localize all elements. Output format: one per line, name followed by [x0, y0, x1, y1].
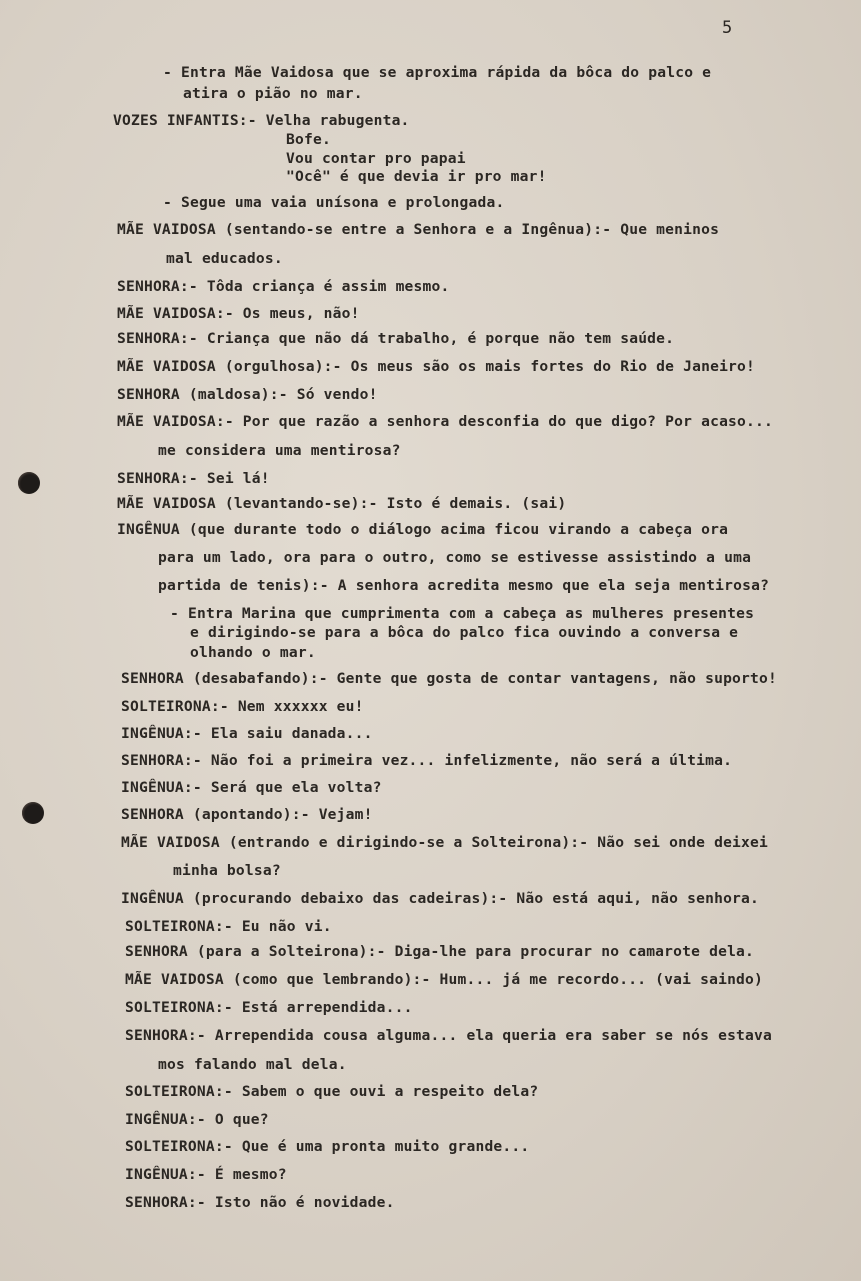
script-line: SENHORA (para a Solteirona):- Diga-lhe para procurar no camarote dela.	[125, 943, 755, 960]
script-line: INGÊNUA (procurando debaixo das cadeiras):- Não está aqui, não senhora.	[121, 890, 760, 907]
script-line: partida de tenis):- A senhora acredita mesmo que ela seja mentirosa?	[158, 577, 770, 594]
script-line: MÃE VAIDOSA (entrando e dirigindo-se a Solteirona):- Não sei onde deixei	[121, 834, 769, 851]
script-line: "Ocê" é que devia ir pro mar!	[286, 168, 547, 185]
script-line: Bofe.	[286, 131, 331, 148]
script-line: SOLTEIRONA:- Eu não vi.	[125, 918, 332, 935]
script-line: mos falando mal dela.	[158, 1056, 347, 1073]
page-number: 5	[722, 18, 733, 38]
script-line: atira o pião no mar.	[183, 85, 363, 102]
script-line: para um lado, ora para o outro, como se estivesse assistindo a uma	[158, 549, 752, 566]
script-line: SENHORA (desabafando):- Gente que gosta de contar vantagens, não suporto!	[121, 670, 777, 687]
script-line: VOZES INFANTIS:- Velha rabugenta.	[113, 112, 410, 129]
script-line: me considera uma mentirosa?	[158, 442, 401, 459]
script-line: INGÊNUA:- Será que ela volta?	[121, 779, 382, 796]
script-line: minha bolsa?	[173, 862, 281, 879]
script-line: Vou contar pro papai	[286, 150, 466, 167]
script-line: SENHORA:- Não foi a primeira vez... infelizmente, não será a última.	[121, 752, 733, 769]
script-line: MÃE VAIDOSA:- Os meus, não!	[117, 305, 360, 322]
script-line: SENHORA:- Isto não é novidade.	[125, 1194, 395, 1211]
script-line: SENHORA (maldosa):- Só vendo!	[117, 386, 378, 403]
script-line: INGÊNUA (que durante todo o diálogo acima ficou virando a cabeça ora	[117, 521, 729, 538]
script-line: olhando o mar.	[190, 644, 316, 661]
script-line: - Entra Mãe Vaidosa que se aproxima rápida da bôca do palco e	[163, 64, 712, 81]
script-line: MÃE VAIDOSA:- Por que razão a senhora desconfia do que digo? Por acaso...	[117, 413, 773, 430]
script-line: INGÊNUA:- É mesmo?	[125, 1166, 287, 1183]
script-line: SOLTEIRONA:- Que é uma pronta muito grande...	[125, 1138, 530, 1155]
script-line: - Entra Marina que cumprimenta com a cabeça as mulheres presentes	[170, 605, 755, 622]
script-line: INGÊNUA:- Ela saiu danada...	[121, 725, 373, 742]
script-line: SENHORA (apontando):- Vejam!	[121, 806, 373, 823]
punch-hole-top	[18, 472, 40, 494]
script-line: MÃE VAIDOSA (levantando-se):- Isto é demais. (sai)	[117, 495, 567, 512]
script-line: SOLTEIRONA:- Está arrependida...	[125, 999, 413, 1016]
script-line: SENHORA:- Sei lá!	[117, 470, 270, 487]
script-line: e dirigindo-se para a bôca do palco fica ouvindo a conversa e	[190, 624, 739, 641]
script-line: MÃE VAIDOSA (sentando-se entre a Senhora e a Ingênua):- Que meninos	[117, 221, 720, 238]
punch-hole-bottom	[22, 802, 44, 824]
script-line: SOLTEIRONA:- Sabem o que ouvi a respeito dela?	[125, 1083, 539, 1100]
script-line: INGÊNUA:- O que?	[125, 1111, 269, 1128]
script-line: mal educados.	[166, 250, 283, 267]
script-line: - Segue uma vaia unísona e prolongada.	[163, 194, 505, 211]
script-line: SENHORA:- Criança que não dá trabalho, é porque não tem saúde.	[117, 330, 675, 347]
script-line: MÃE VAIDOSA (orgulhosa):- Os meus são os mais fortes do Rio de Janeiro!	[117, 358, 756, 375]
script-line: SENHORA:- Tôda criança é assim mesmo.	[117, 278, 450, 295]
script-line: MÃE VAIDOSA (como que lembrando):- Hum... já me recordo... (vai saindo)	[125, 971, 764, 988]
script-line: SENHORA:- Arrependida cousa alguma... ela queria era saber se nós estava	[125, 1027, 773, 1044]
script-line: SOLTEIRONA:- Nem xxxxxx eu!	[121, 698, 364, 715]
